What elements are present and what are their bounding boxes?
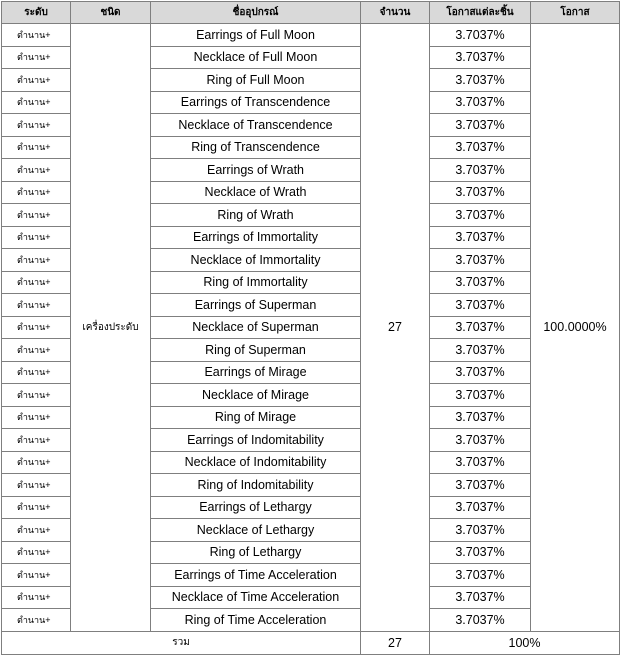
table-body [2,24,620,632]
cell-level: ตำนาน+ [2,69,71,92]
cell-equipment-name: Ring of Superman [151,339,361,362]
cell-level: ตำนาน+ [2,204,71,227]
cell-chance-each: 3.7037% [430,451,531,474]
cell-equipment-name: Earrings of Mirage [151,361,361,384]
cell-equipment-name: Necklace of Lethargy [151,519,361,542]
cell-equipment-name: Ring of Wrath [151,204,361,227]
cell-chance-each: 3.7037% [430,46,531,69]
cell-level: ตำนาน+ [2,361,71,384]
total-row [2,631,620,654]
cell-level: ตำนาน+ [2,136,71,159]
cell-chance-each: 3.7037% [430,406,531,429]
cell-chance-each: 3.7037% [430,294,531,317]
cell-chance-each: 3.7037% [430,609,531,632]
cell-level: ตำนาน+ [2,451,71,474]
cell-chance-each: 3.7037% [430,91,531,114]
cell-equipment-name: Necklace of Full Moon [151,46,361,69]
cell-chance-each: 3.7037% [430,586,531,609]
header-name: ชื่ออุปกรณ์ [151,2,361,24]
cell-level: ตำนาน+ [2,24,71,47]
cell-equipment-name: Ring of Indomitability [151,474,361,497]
cell-level: ตำนาน+ [2,384,71,407]
cell-chance-each: 3.7037% [430,519,531,542]
cell-quantity: 27 [361,24,430,632]
cell-chance-each: 3.7037% [430,159,531,182]
cell-equipment-name: Ring of Mirage [151,406,361,429]
cell-chance-each: 3.7037% [430,181,531,204]
cell-equipment-name: Earrings of Full Moon [151,24,361,47]
cell-equipment-name: Necklace of Transcendence [151,114,361,137]
cell-level: ตำนาน+ [2,159,71,182]
cell-level: ตำนาน+ [2,564,71,587]
cell-equipment-name: Necklace of Time Acceleration [151,586,361,609]
cell-level: ตำนาน+ [2,249,71,272]
cell-equipment-name: Ring of Transcendence [151,136,361,159]
cell-equipment-name: Ring of Time Acceleration [151,609,361,632]
cell-chance-each: 3.7037% [430,474,531,497]
cell-chance-each: 3.7037% [430,226,531,249]
cell-level: ตำนาน+ [2,271,71,294]
total-label: รวม [2,631,361,654]
cell-equipment-name: Ring of Lethargy [151,541,361,564]
cell-chance-each: 3.7037% [430,496,531,519]
cell-equipment-name: Earrings of Time Acceleration [151,564,361,587]
cell-equipment-name: Earrings of Superman [151,294,361,317]
cell-chance-each: 3.7037% [430,564,531,587]
cell-chance-each: 3.7037% [430,429,531,452]
cell-chance-each: 3.7037% [430,204,531,227]
cell-level: ตำนาน+ [2,474,71,497]
cell-level: ตำนาน+ [2,519,71,542]
cell-level: ตำนาน+ [2,406,71,429]
cell-chance-each: 3.7037% [430,114,531,137]
header-chance: โอกาส [531,2,620,24]
cell-equipment-name: Earrings of Immortality [151,226,361,249]
cell-chance-each: 3.7037% [430,339,531,362]
cell-level: ตำนาน+ [2,114,71,137]
cell-equipment-name: Ring of Immortality [151,271,361,294]
cell-level: ตำนาน+ [2,91,71,114]
cell-equipment-name: Necklace of Indomitability [151,451,361,474]
cell-level: ตำนาน+ [2,541,71,564]
header-level: ระดับ [2,2,71,24]
cell-type: เครื่องประดับ [71,24,151,632]
header-type: ชนิด [71,2,151,24]
total-chance: 100% [430,631,620,654]
cell-equipment-name: Necklace of Immortality [151,249,361,272]
cell-level: ตำนาน+ [2,586,71,609]
cell-equipment-name: Necklace of Mirage [151,384,361,407]
cell-equipment-name: Necklace of Wrath [151,181,361,204]
cell-level: ตำนาน+ [2,609,71,632]
cell-chance-each: 3.7037% [430,316,531,339]
cell-chance-each: 3.7037% [430,24,531,47]
cell-equipment-name: Earrings of Transcendence [151,91,361,114]
cell-chance-each: 3.7037% [430,271,531,294]
cell-level: ตำนาน+ [2,429,71,452]
cell-chance-each: 3.7037% [430,361,531,384]
cell-level: ตำนาน+ [2,294,71,317]
header-row [2,2,620,24]
cell-level: ตำนาน+ [2,339,71,362]
cell-chance-each: 3.7037% [430,136,531,159]
cell-equipment-name: Earrings of Lethargy [151,496,361,519]
cell-equipment-name: Necklace of Superman [151,316,361,339]
cell-level: ตำนาน+ [2,46,71,69]
cell-level: ตำนาน+ [2,181,71,204]
cell-chance-each: 3.7037% [430,69,531,92]
drop-rate-table [1,1,620,655]
cell-equipment-name: Earrings of Indomitability [151,429,361,452]
cell-level: ตำนาน+ [2,226,71,249]
cell-level: ตำนาน+ [2,496,71,519]
cell-chance-each: 3.7037% [430,249,531,272]
cell-group-chance: 100.0000% [531,24,620,632]
cell-level: ตำนาน+ [2,316,71,339]
cell-equipment-name: Ring of Full Moon [151,69,361,92]
table-row [2,24,620,47]
header-quantity: จำนวน [361,2,430,24]
cell-chance-each: 3.7037% [430,384,531,407]
header-chance-each: โอกาสแต่ละชิ้น [430,2,531,24]
total-quantity: 27 [361,631,430,654]
cell-chance-each: 3.7037% [430,541,531,564]
cell-equipment-name: Earrings of Wrath [151,159,361,182]
